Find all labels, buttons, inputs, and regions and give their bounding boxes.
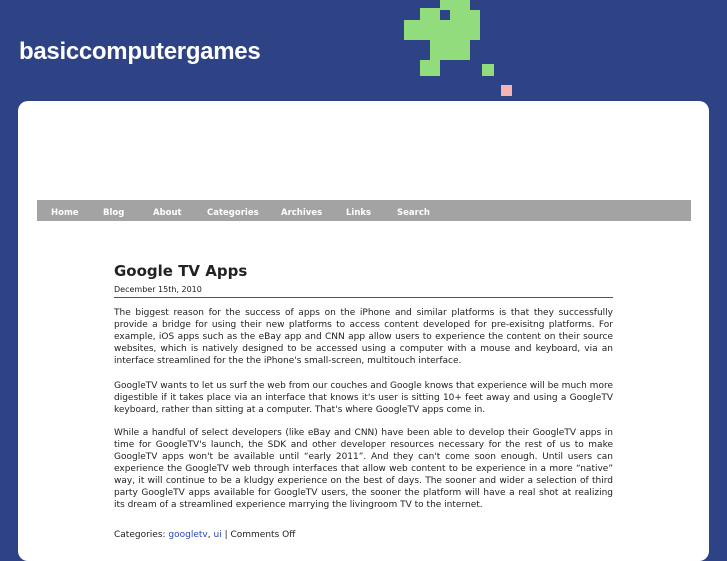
nav-link-links[interactable]: Links <box>346 208 372 218</box>
nav-item-categories[interactable] <box>207 200 259 221</box>
post-divider <box>114 297 613 298</box>
post-meta <box>114 530 295 540</box>
post-paragraph: The biggest reason for the success of apps on the iPhone and similar platforms is that they successfully provide a bridge for using their new platforms to access content developed for pre-exisitng platforms. For example, iOS apps such as the eBay app and CNN app allow users to experience the content on their source websites, which is natively designed to be accessed using a computer with a mouse and keyboard, via an interface streamlined for the the iPhone's small-screen, multitouch interface. <box>114 308 613 366</box>
nav-link-search[interactable]: Search <box>397 208 430 218</box>
post-date: December 15th, 2010 <box>114 285 202 294</box>
nav-item-archives[interactable] <box>281 200 322 221</box>
nav-link-categories[interactable]: Categories <box>207 208 259 218</box>
post-title[interactable]: Google TV Apps <box>114 262 248 280</box>
nav-link-blog[interactable]: Blog <box>103 208 125 218</box>
post-paragraph: While a handful of select developers (like eBay and CNN) have been able to develop their GoogleTV apps in time for GoogleTV's launch, the SDK and other developer resources necessary for the rest of us to make GoogleTV apps won't be available until “early 2011”. And they can't come soon enough. Until users can experience the GoogleTV web through interfaces that allow web content to be experience in a more “native” way, it will continue to be a kludgy experience on the best of days. The sooner and wider a selection of third party GoogleTV apps available for GoogleTV users, the sooner the platform will have a real shot at realizing its dream of a streamlined experience marrying the livingroom TV to the internet. <box>114 428 613 510</box>
nav-item-about[interactable] <box>153 200 182 221</box>
nav-item-search[interactable] <box>397 200 430 221</box>
nav-link-home[interactable]: Home <box>51 208 79 218</box>
meta-divider: | <box>221 530 231 540</box>
nav-item-links[interactable] <box>346 200 371 221</box>
categories-prefix: Categories: <box>114 530 169 540</box>
category-link-ui[interactable]: ui <box>213 530 222 540</box>
nav-link-about[interactable]: About <box>153 208 182 218</box>
green-pixel-blob <box>404 0 494 76</box>
post-paragraph: GoogleTV wants to let us surf the web from our couches and Google knows that experience will be much more digestible if it takes place via an interface that knows it's user is sitting 10+ feet away and using a GoogleTV keyboard, rather than sitting at a computer. That's where GoogleTV apps come in. <box>114 381 613 415</box>
main-nav <box>37 200 691 221</box>
category-separator: , <box>207 530 214 540</box>
site-title[interactable]: basiccomputergames <box>19 38 261 65</box>
category-link-googletv[interactable]: googletv <box>168 530 208 540</box>
nav-item-home[interactable] <box>51 200 79 221</box>
nav-link-archives[interactable]: Archives <box>281 208 323 218</box>
nav-item-blog[interactable] <box>103 200 124 221</box>
comments-status: Comments Off <box>230 530 296 540</box>
